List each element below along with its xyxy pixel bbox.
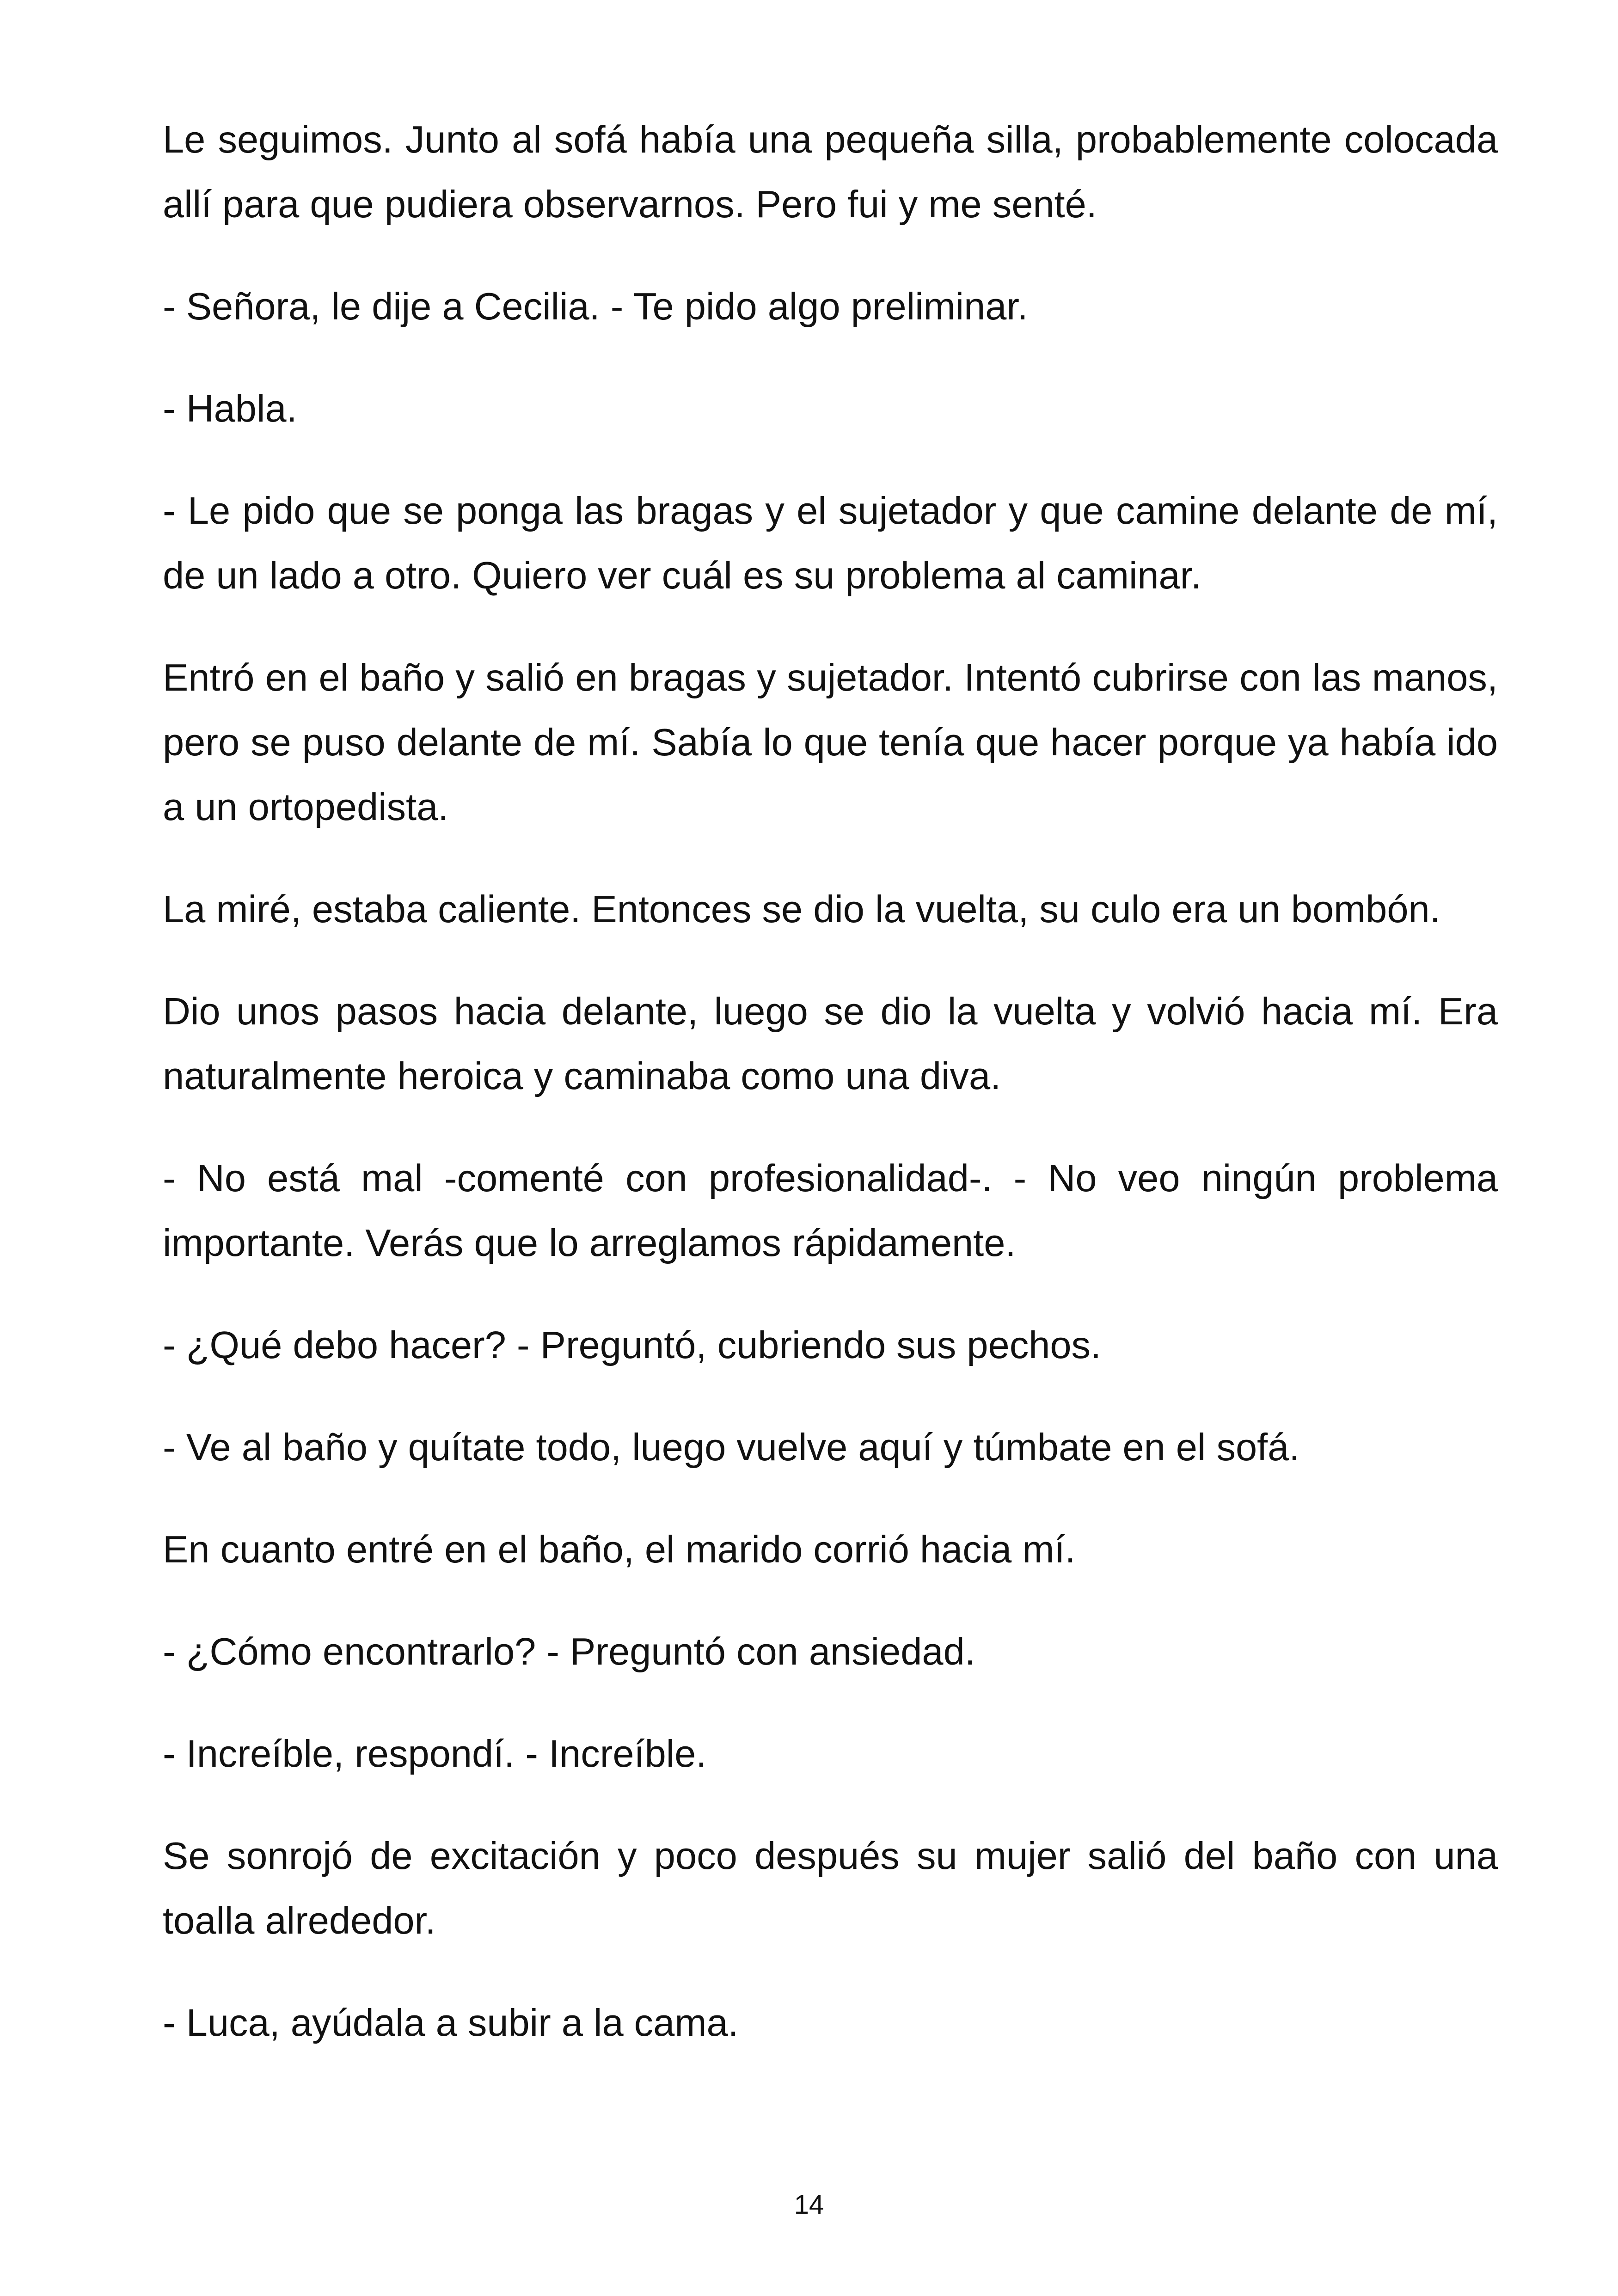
dialogue-line: - ¿Cómo encontrarlo? - Preguntó con ansiedad. xyxy=(163,1630,975,1673)
dialogue-line: - Increíble, respondí. - Increíble. xyxy=(163,1732,707,1775)
body-text xyxy=(163,107,1498,2093)
paragraph: La miré, estaba caliente. Entonces se dio la vuelta, su culo era un bombón. xyxy=(163,888,1440,931)
dialogue-line: - Luca, ayúdala a subir a la cama. xyxy=(163,2001,739,2044)
paragraph: Le seguimos. Junto al sofá había una pequeña silla, probablemente colocada allí para que pudiera observarnos. Pero fui y me senté. xyxy=(163,118,1498,226)
dialogue-line: - Le pido que se ponga las bragas y el sujetador y que camine delante de mí, de un lado a otro. Quiero ver cuál es su problema al caminar. xyxy=(163,489,1498,597)
dialogue-line: - Señora, le dije a Cecilia. - Te pido algo preliminar. xyxy=(163,285,1028,328)
paragraph: Se sonrojó de excitación y poco después su mujer salió del baño con una toalla alrededor. xyxy=(163,1834,1498,1942)
paragraph: Dio unos pasos hacia delante, luego se dio la vuelta y volvió hacia mí. Era naturalmente heroica y caminaba como una diva. xyxy=(163,990,1498,1097)
dialogue-line: - Habla. xyxy=(163,387,297,430)
dialogue-line: - Ve al baño y quítate todo, luego vuelve aquí y túmbate en el sofá. xyxy=(163,1426,1300,1469)
dialogue-line: - ¿Qué debo hacer? - Preguntó, cubriendo sus pechos. xyxy=(163,1323,1102,1366)
page-number: 14 xyxy=(794,2190,824,2220)
paragraph: Entró en el baño y salió en bragas y sujetador. Intentó cubrirse con las manos, pero se puso delante de mí. Sabía lo que tenía que hacer porque ya había ido a un ortopedista. xyxy=(163,656,1498,828)
dialogue-line: - No está mal -comenté con profesionalidad-. - No veo ningún problema importante. Verás que lo arreglamos rápidamente. xyxy=(163,1157,1498,1264)
paragraph: En cuanto entré en el baño, el marido corrió hacia mí. xyxy=(163,1528,1076,1571)
